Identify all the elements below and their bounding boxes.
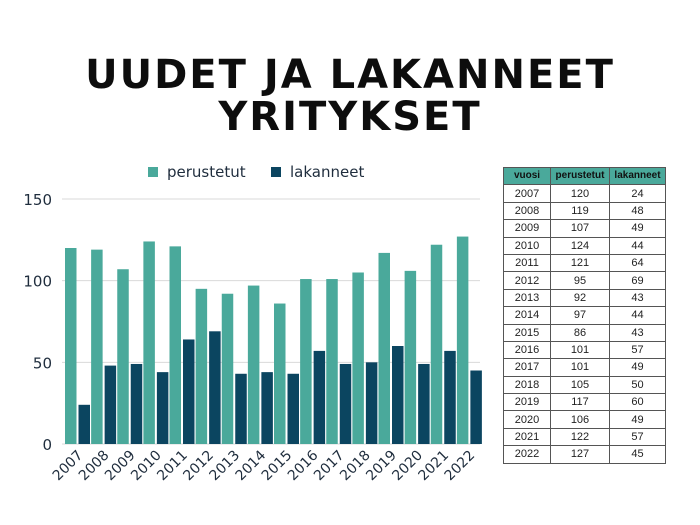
bar-perustetut [143,241,155,444]
y-tick-label: 50 [32,354,52,373]
table-row [504,237,666,254]
bar-lakanneet [209,331,221,444]
bar-lakanneet [418,364,430,444]
bar-perustetut [431,245,443,444]
header-lakanneet: lakanneet [610,168,666,185]
bar-perustetut [170,246,182,444]
legend-label-perustetut: perustetut [167,163,246,181]
bar-perustetut [379,253,391,444]
x-tick-label: 2009 [102,447,139,485]
bar-chart [0,150,490,525]
x-tick-label: 2019 [363,447,400,485]
title-line-2: YRITYKSET [218,94,482,140]
cell-lakanneet: 49 [610,359,666,376]
bar-perustetut [326,279,338,444]
legend-label-lakanneet: lakanneet [290,163,365,181]
x-tick-label: 2011 [154,447,191,485]
cell-perustetut: 117 [551,394,610,411]
cell-perustetut: 97 [551,307,610,324]
cell-vuosi: 2017 [504,359,551,376]
bar-lakanneet [131,364,143,444]
cell-vuosi: 2010 [504,237,551,254]
cell-lakanneet: 69 [610,272,666,289]
x-tick-label: 2020 [389,447,426,485]
page-title [0,54,700,138]
bar-perustetut [196,289,208,444]
cell-lakanneet: 57 [610,341,666,358]
bar-perustetut [65,248,77,444]
bar-lakanneet [105,366,117,444]
cell-vuosi: 2018 [504,376,551,393]
cell-perustetut: 121 [551,254,610,271]
bar-lakanneet [79,405,91,444]
cell-perustetut: 122 [551,428,610,445]
cell-lakanneet: 48 [610,202,666,219]
table-row [504,376,666,393]
table-row [504,220,666,237]
cell-lakanneet: 44 [610,307,666,324]
x-tick-label: 2021 [415,447,453,485]
x-tick-label: 2013 [206,447,244,485]
cell-perustetut: 105 [551,376,610,393]
cell-vuosi: 2022 [504,446,551,463]
cell-vuosi: 2015 [504,324,551,341]
cell-perustetut: 92 [551,289,610,306]
x-tick-label: 2017 [311,447,348,485]
bar-lakanneet [444,351,456,444]
bar-lakanneet [157,372,169,444]
cell-lakanneet: 49 [610,220,666,237]
header-perustetut: perustetut [551,168,610,185]
table-row [504,411,666,428]
cell-perustetut: 95 [551,272,610,289]
cell-lakanneet: 43 [610,324,666,341]
cell-perustetut: 101 [551,359,610,376]
cell-lakanneet: 43 [610,289,666,306]
cell-perustetut: 127 [551,446,610,463]
bar-lakanneet [314,351,326,444]
cell-lakanneet: 44 [610,237,666,254]
table-row [504,446,666,463]
table-row [504,289,666,306]
bar-perustetut [405,271,417,444]
header-vuosi: vuosi [504,168,551,185]
bar-lakanneet [183,339,195,444]
cell-perustetut: 119 [551,202,610,219]
cell-perustetut: 86 [551,324,610,341]
x-tick-label: 2012 [180,447,217,485]
bar-perustetut [457,237,469,444]
x-tick-label: 2010 [128,447,165,485]
cell-lakanneet: 50 [610,376,666,393]
bar-perustetut [91,250,103,444]
cell-perustetut: 107 [551,220,610,237]
bar-perustetut [352,273,364,445]
table-row [504,324,666,341]
x-tick-label: 2018 [337,447,374,485]
table-row [504,254,666,271]
cell-perustetut: 106 [551,411,610,428]
x-tick-label: 2016 [284,447,322,485]
bar-perustetut [248,286,260,444]
cell-vuosi: 2019 [504,394,551,411]
y-tick-label: 0 [42,436,52,454]
bar-lakanneet [235,374,247,444]
bar-lakanneet [288,374,300,444]
cell-lakanneet: 60 [610,394,666,411]
cell-vuosi: 2008 [504,202,551,219]
bar-perustetut [222,294,234,444]
x-tick-label: 2008 [75,447,113,485]
cell-vuosi: 2009 [504,220,551,237]
cell-vuosi: 2016 [504,341,551,358]
bar-perustetut [300,279,312,444]
data-table [503,167,666,464]
cell-vuosi: 2007 [504,185,551,202]
cell-vuosi: 2014 [504,307,551,324]
x-tick-label: 2015 [258,447,296,485]
title-line-1: UUDET JA LAKANNEET [85,52,615,98]
legend-swatch-lakanneet [271,167,281,177]
x-tick-label: 2022 [441,447,479,485]
table-row [504,307,666,324]
table-row [504,394,666,411]
table-row [504,272,666,289]
table-row [504,359,666,376]
x-tick-label: 2007 [49,447,87,485]
cell-lakanneet: 49 [610,411,666,428]
bar-perustetut [274,304,286,444]
legend-swatch-perustetut [148,167,158,177]
y-tick-label: 100 [23,272,52,291]
bar-lakanneet [470,371,482,445]
x-tick-label: 2014 [232,447,270,485]
table-row [504,428,666,445]
table-row [504,202,666,219]
cell-lakanneet: 57 [610,428,666,445]
cell-perustetut: 120 [551,185,610,202]
cell-vuosi: 2021 [504,428,551,445]
cell-lakanneet: 64 [610,254,666,271]
bar-lakanneet [340,364,352,444]
table-row [504,185,666,202]
cell-lakanneet: 24 [610,185,666,202]
cell-vuosi: 2013 [504,289,551,306]
bar-lakanneet [366,362,378,444]
cell-vuosi: 2012 [504,272,551,289]
table-row [504,341,666,358]
cell-vuosi: 2011 [504,254,551,271]
cell-perustetut: 101 [551,341,610,358]
table-header-row [504,168,666,185]
cell-vuosi: 2020 [504,411,551,428]
cell-lakanneet: 45 [610,446,666,463]
cell-perustetut: 124 [551,237,610,254]
y-tick-label: 150 [23,191,52,209]
bar-lakanneet [392,346,404,444]
bar-perustetut [117,269,129,444]
bar-lakanneet [261,372,273,444]
